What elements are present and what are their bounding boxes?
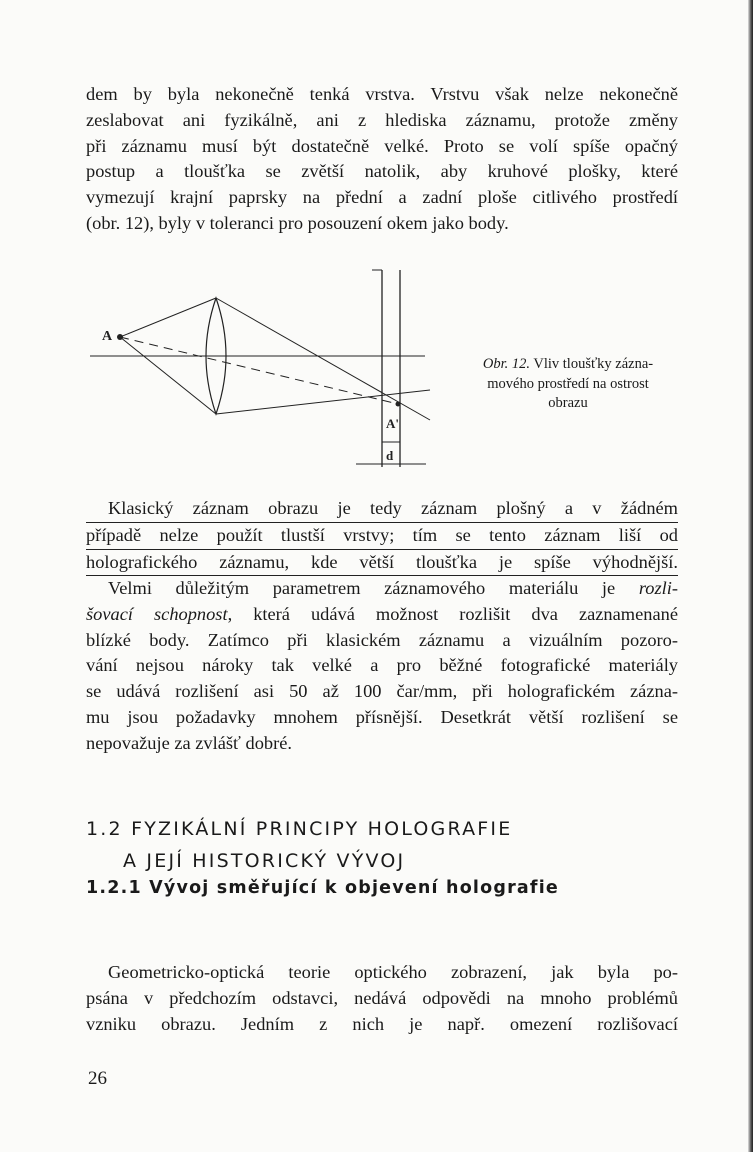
text-fragment: , která udává možnost rozlišit dva zaznamenané	[227, 603, 678, 624]
section-number: 1.2	[86, 818, 123, 840]
text-line: postup a tloušťka se zvětší natolik, aby kruhové plošky, které	[86, 161, 678, 182]
section-heading	[86, 814, 512, 844]
section-heading-continued	[123, 846, 405, 876]
caption-line: mového prostředí na ostrost	[487, 375, 649, 392]
text-line: (obr. 12), byly v toleranci pro posouzení okem jako body.	[86, 212, 509, 233]
text-line: mu jsou požadavky mnohem přísnější. Desetkrát větší rozlišení se	[86, 706, 678, 727]
section-title-line2: A JEJÍ HISTORICKÝ VÝVOJ	[123, 850, 406, 872]
text-line: Klasický záznam obrazu je tedy záznam plošný a v žádném	[86, 496, 678, 523]
label-a-prime: A'	[386, 416, 399, 431]
figure-caption	[452, 355, 684, 414]
ray-upper-in	[120, 298, 216, 337]
text-line: nepovažuje za zvlášť dobré.	[86, 732, 292, 753]
subsection-heading	[86, 878, 559, 898]
image-point-a-prime	[396, 402, 401, 407]
paragraph-geometric-optics	[86, 960, 678, 1037]
text-line: vzniku obrazu. Jedním z nich je např. omezení rozlišovací	[86, 1013, 678, 1034]
text-line: zeslabovat ani fyzikálně, ani z hlediska záznamu, protože změny	[86, 109, 678, 130]
text-line	[86, 576, 678, 602]
subsection-number: 1.2.1	[86, 878, 142, 898]
paragraph-intro	[86, 82, 678, 237]
text-line: blízké body. Zatímco při klasickém záznamu a vizuálním pozoro-	[86, 629, 678, 650]
caption-number: Obr. 12.	[482, 356, 530, 372]
section-title-line1: FYZIKÁLNÍ PRINCIPY HOLOGRAFIE	[131, 818, 513, 840]
paragraph-classic-recording	[86, 496, 678, 576]
page-edge-shadow	[748, 0, 753, 1152]
text-line: vání nejsou nároky tak velké a pro běžné fotografické materiály	[86, 655, 678, 676]
term-italic: rozli-	[638, 578, 678, 598]
text-line: vymezují krajní paprsky na přední a zadní ploše citlivého prostředí	[86, 187, 678, 208]
caption-line: Vliv tloušťky zázna-	[533, 356, 654, 372]
text-line: Geometricko-optická teorie optického zobrazení, jak byla po-	[108, 962, 678, 982]
text-line: holografického záznamu, kde větší tloušťka je spíše výhodnější.	[86, 550, 678, 577]
caption-line: obrazu	[548, 395, 588, 411]
text-fragment: Velmi důležitým parametrem záznamového materiálu je	[108, 578, 639, 598]
term-italic: šovací schopnost	[86, 603, 228, 624]
page-number: 26	[88, 1068, 107, 1089]
text-line: dem by byla nekonečně tenká vrstva. Vrstvu však nelze nekonečně	[86, 84, 678, 104]
optics-diagram	[90, 262, 440, 472]
text-line	[86, 602, 678, 628]
label-d: d	[386, 448, 394, 463]
paragraph-resolution	[86, 576, 678, 757]
text-line: psána v předchozím odstavci, nedává odpovědi na mnoho problémů	[86, 987, 678, 1008]
label-a: A	[102, 329, 113, 344]
text-line: případě nelze použít tlustší vrstvy; tím se tento záznam liší od	[86, 523, 678, 550]
text-line: při záznamu musí být dostatečně velké. Proto se volí spíše opačný	[86, 135, 678, 156]
text-line: se udává rozlišení asi 50 až 100 čar/mm, při holografickém zázna-	[86, 681, 678, 702]
subsection-title: Vývoj směřující k objevení holografie	[149, 878, 559, 898]
